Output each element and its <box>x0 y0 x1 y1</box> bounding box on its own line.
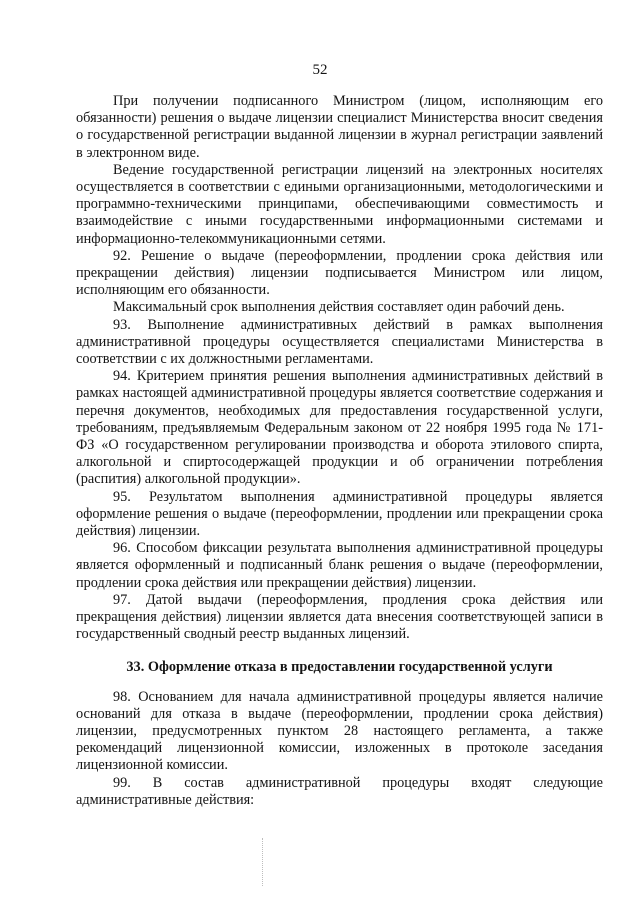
paragraph-97: 97. Датой выдачи (переоформления, продления срока действия или прекращения действия) лицензии является дата внесения соответствующей записи в государственный сводный реестр выданных лицензий. <box>76 591 603 643</box>
section-heading: 33. Оформление отказа в предоставлении государственной услуги <box>126 658 553 675</box>
paragraph-98: 98. Основанием для начала административной процедуры является наличие оснований для отказа в выдаче (переоформлении, продлении срока действия) лицензии, предусмотренных пунктом 28 настоящего регламента, а также рекомендаций лицензионной комиссии, изложенных в протоколе заседания лицензионной комиссии. <box>76 688 603 774</box>
document-body <box>76 93 603 809</box>
paragraph-95: 95. Результатом выполнения административной процедуры является оформление решения о выдаче (переоформлении, продлении или прекращении срока действия) лицензии. <box>76 488 603 540</box>
scan-fold-mark <box>262 838 264 886</box>
page-number: 52 <box>312 62 328 78</box>
paragraph-94: 94. Критерием принятия решения выполнения административных действий в рамках настоящей административной процедуры является соответствие содержания и перечня документов, необходимых для предоставления государственной услуги, требованиям, предъявляемым Федеральным законом от 22 ноября 1995 года № 171-ФЗ «О государственном регулировании производства и оборота этилового спирта, алкогольной и спиртосодержащей продукции и об ограничении потребления (распития) алкогольной продукции». <box>76 368 603 488</box>
paragraph-max-term: Максимальный срок выполнения действия составляет один рабочий день. <box>113 299 565 316</box>
paragraph-99: 99. В состав административной процедуры входят следующие административные действия: <box>76 774 603 808</box>
paragraph-92: 92. Решение о выдаче (переоформлении, продлении срока действия или прекращении действия) лицензии подписывается Министром или лицом, исполняющим его обязанности. <box>76 247 603 299</box>
paragraph-registration-entry: При получении подписанного Министром (лицом, исполняющим его обязанности) решения о выдаче лицензии специалист Министерства вносит сведения о государственной регистрации выданной лицензии в журнал регистрации заявлений в электронном виде. <box>76 93 603 161</box>
paragraph-96: 96. Способом фиксации результата выполнения административной процедуры является оформленный и подписанный бланк решения о выдаче (переоформлении, продлении срока действия или прекращении действия) лицензии. <box>76 540 603 591</box>
paragraph-93: 93. Выполнение административных действий в рамках выполнения административной процедуры осуществляется специалистами Министерства в соответствии с их должностными регламентами. <box>76 316 603 368</box>
paragraph-electronic-registration: Ведение государственной регистрации лицензий на электронных носителях осуществляется в соответствии с едиными организационными, методологическими и программно-техническими принципами, обеспечивающими совместимость и взаимодействие с иными государственными информационными системами и информационно-телекоммуникационными сетями. <box>76 161 603 247</box>
